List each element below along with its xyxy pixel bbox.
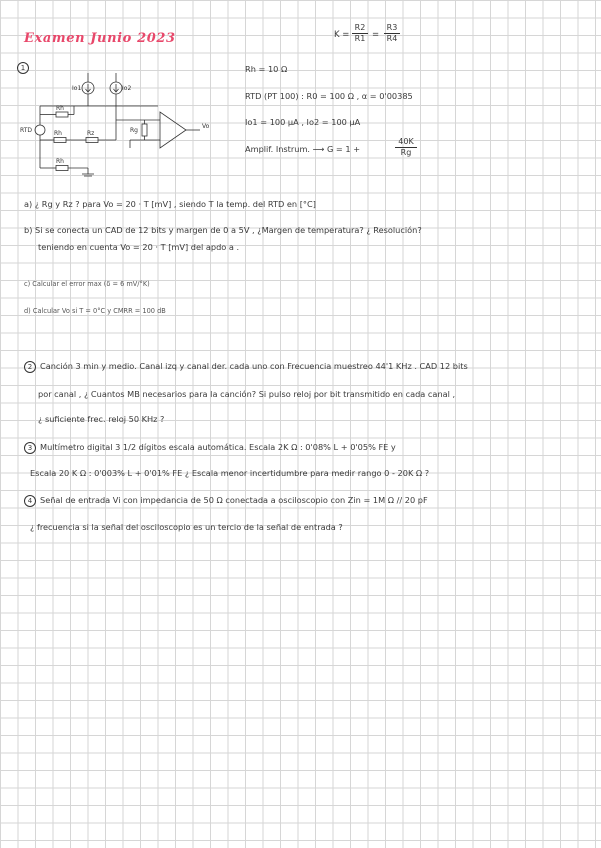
problem-3-line2: Escala 20 K Ω : 0'003% L + 0'01% FE ¿ Escala menor incertidumbre para medir rango 0 - 20K Ω ? <box>30 468 430 478</box>
circuit-diagram <box>18 68 218 188</box>
resistor-rh-top <box>56 112 68 117</box>
resistor-rh-bottom <box>56 166 68 171</box>
problem-2-line2: por canal , ¿ Cuantos MB necesarios para la canción? Si pulso reloj por bit transmitido en cada canal , <box>38 389 456 399</box>
resistor-rh-mid <box>54 138 66 143</box>
rtd-sensor <box>35 125 45 135</box>
question-1b-line1: b) Si se conecta un CAD de 12 bits y margen de 0 a 5V , ¿Margen de temperatura? ¿ Resolución? <box>24 225 422 235</box>
problem-3-line1: 3 Multímetro digital 3 1/2 dígitos escala automática. Escala 2K Ω : 0'08% L + 0'05% FE y <box>24 442 396 454</box>
problem-4-line1: 4 Señal de entrada Vi con impedancia de 50 Ω conectada a osciloscopio con Zin = 1M Ω // 20 pF <box>24 495 428 507</box>
fraction-r2-r1: $\frac{R2}{R1}$ <box>352 23 368 44</box>
io1-label: Io1 <box>72 85 82 92</box>
given-currents: Io1 = 100 μA , Io2 = 100 μA <box>245 117 361 127</box>
vo-label: Vo <box>202 123 210 130</box>
problem-1-number: 1 <box>17 62 33 74</box>
question-1d: d) Calcular Vo si T = 0°C y CMRR = 100 dB <box>24 307 166 315</box>
resistor-rz <box>86 138 98 143</box>
given-rh: Rh = 10 Ω <box>245 64 288 74</box>
problem-2-line1: 2 Canción 3 min y medio. Canal izq y canal der. cada uno con Frecuencia muestreo 44'1 KHz . CAD 12 bits <box>24 361 468 373</box>
problem-2-number: 2 <box>24 361 36 373</box>
problem-3-number: 3 <box>24 442 36 454</box>
equals-sign: = <box>372 30 380 40</box>
gain-fraction: $\frac{40K}{Rg}$ <box>395 137 417 158</box>
given-rtd: RTD (PT 100) : R0 = 100 Ω , α = 0'00385 <box>245 91 413 101</box>
k-label: K = <box>334 30 350 40</box>
question-1b-line2: teniendo en cuenta Vo = 20 · T [mV] del apdo a . <box>38 242 240 252</box>
fraction-r3-r4: $\frac{R3}{R4}$ <box>384 23 400 44</box>
rz-label: Rz <box>87 130 95 137</box>
rh-bottom-label: Rh <box>56 158 64 165</box>
problem-2-line3: ¿ suficiente frec. reloj 50 KHz ? <box>38 414 165 424</box>
rg-label: Rg <box>130 127 138 134</box>
io2-label: Io2 <box>122 85 132 92</box>
problem-4-number: 4 <box>24 495 36 507</box>
page-title: Examen Junio 2023 <box>24 31 176 46</box>
rh-top-label: Rh <box>56 105 64 112</box>
resistor-rg <box>142 124 147 136</box>
rtd-label: RTD <box>20 127 33 134</box>
question-1a: a) ¿ Rg y Rz ? para Vo = 20 · T [mV] , siendo T la temp. del RTD en [°C] <box>24 199 316 209</box>
given-amplifier: Amplif. Instrum. ⟶ G = 1 + <box>245 144 361 154</box>
question-1c: c) Calcular el error max (δ = 6 mV/°K) <box>24 280 150 288</box>
problem-4-line2: ¿ frecuencia si la señal del osciloscopio es un tercio de la señal de entrada ? <box>30 522 343 532</box>
instrumentation-amplifier <box>160 112 186 148</box>
rh-mid-label: Rh <box>54 130 62 137</box>
